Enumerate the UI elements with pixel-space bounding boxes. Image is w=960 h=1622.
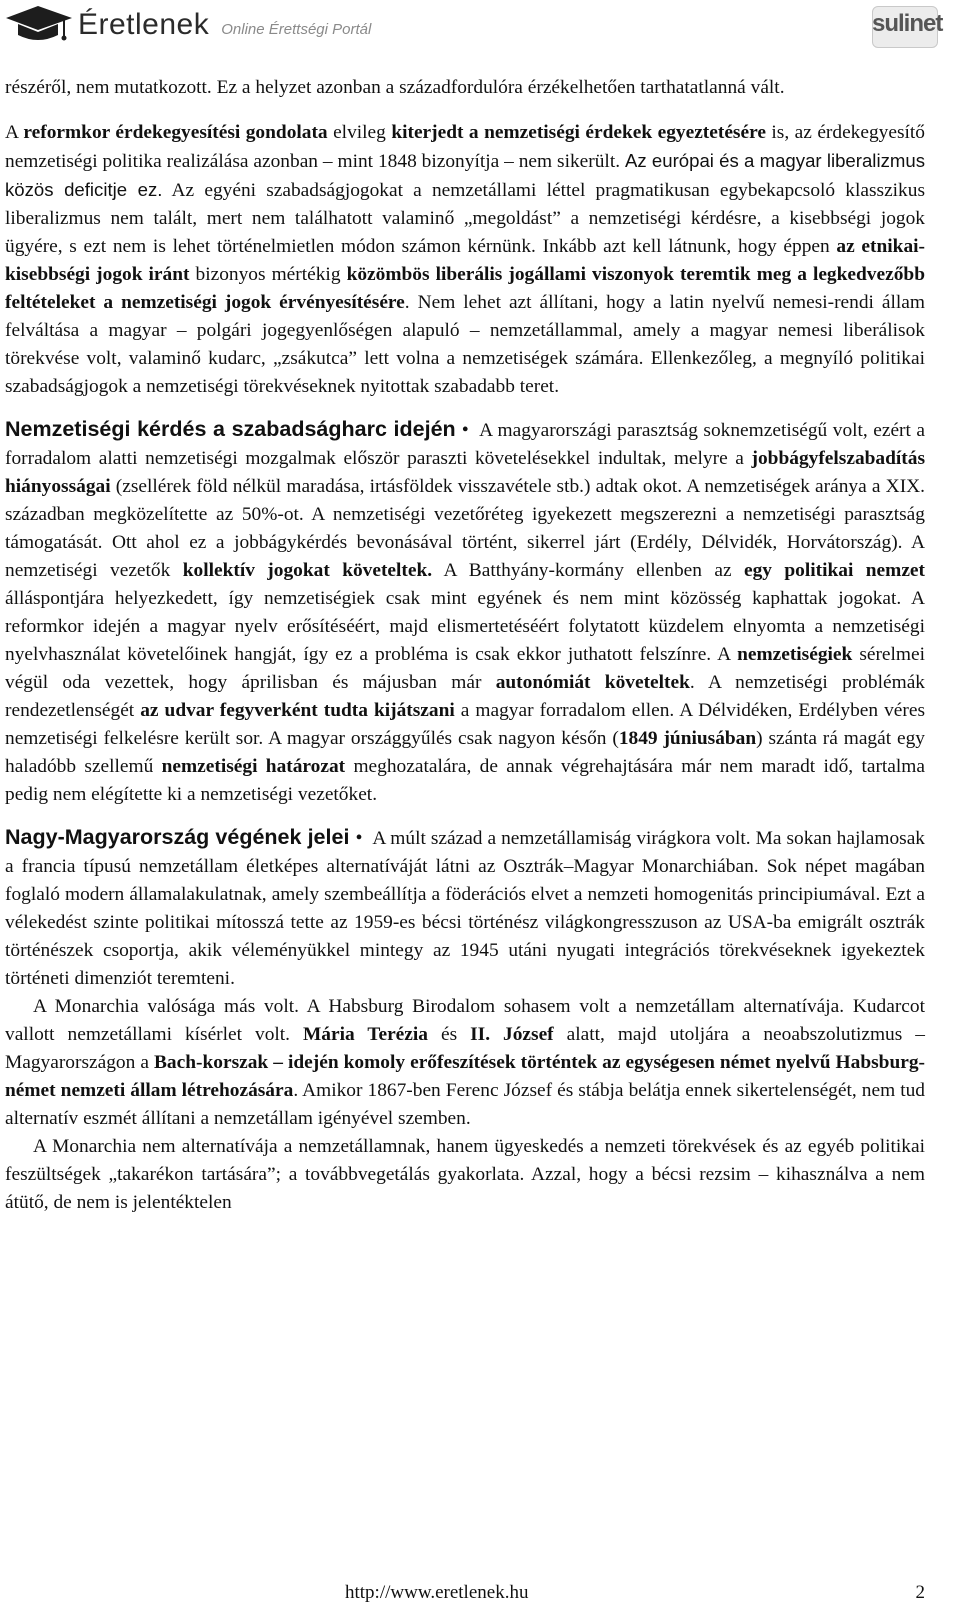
- text-run: Az egyéni szabadságjogokat a nemzetállami léttel pragmatikusan egybekapcsoló klasszikus liberalizmus nem talált, mert nem találhatott valaminő „megoldást” a nemzetiségi kérdésre, a kisebbségi jogok ügyére, s ezt nem is lehet történelmietlen módon számon kérnünk. Inkább azt kell látnunk, hogy éppen: [5, 180, 925, 257]
- bullet: •: [461, 419, 469, 441]
- text-run: álláspontjára helyezkedett, így nemzetiségiek csak mint egyének és nem mint közösség kaphattak jogokat. A reformkor idején a magyar nyelv erősítéséért, majd elismertetéséért folytatott küzdelem elnyomta a nemzetiségi nyelvhasználat követelőinek hangját, így ez a probléma is csak ekkor juthatott felszínre. A: [5, 588, 925, 665]
- bold-text: az udvar fegyverként tudta kijátszani: [140, 700, 455, 721]
- text-run: és: [427, 1024, 471, 1045]
- bold-text: autonómiát követeltek: [495, 672, 690, 693]
- text-run: A magyarországi parasztság soknemzetiségű volt, ezért a forradalom alatti nemzetiségi mozgalmak először paraszti követelésekkel indultak, melyre a: [5, 420, 926, 469]
- document-body: [5, 74, 925, 1217]
- paragraph: [5, 1133, 925, 1217]
- text-run: a magyar forradalom ellen. A Délvidéken, Erdélyben véres nemzetiségi felkelésre került sor. A magyar országgyűlés csak nagyon későn (: [5, 700, 926, 749]
- page-header: [0, 0, 960, 60]
- text-run: ) szánta rá magát egy haladóbb szellemű: [5, 728, 925, 777]
- bold-text: Mária Terézia: [303, 1024, 428, 1045]
- bold-text: az etnikai-kisebbségi jogok iránt: [5, 236, 925, 285]
- page-footer: [0, 1572, 960, 1612]
- brand-subtitle: Online Érettségi Portál: [221, 20, 372, 38]
- bold-text: II. József: [470, 1024, 554, 1045]
- partner-logo-text: sulinet: [872, 10, 943, 37]
- bullet: •: [355, 827, 363, 849]
- brand-name: Éretlenek: [78, 8, 210, 41]
- text-run: . Amikor 1867-ben Ferenc József és stábja belátja ennek sikertelenségét, nem tud alternatív eszmét állítani a nemzetállam igényével szemben.: [5, 1080, 925, 1129]
- text-run: A Batthyány-kormány ellenben az: [432, 560, 744, 581]
- text-run: A Monarchia valósága más volt. A Habsburg Birodalom sohasem volt a nemzetállam alternatívája. Kudarcot vallott nemzetállami kísérlet volt.: [5, 996, 925, 1045]
- text-run: A Monarchia nem alternatívája a nemzetállamnak, hanem ügyeskedés a nemzeti törekvések és az egyéb politikai feszültségek „takarékon tartására”; a továbbvegetálás gyakorlata. Azzal, hogy a bécsi rezsim – kihasználva a nem átütő, de nem is jelentéktelen: [5, 1136, 925, 1213]
- text-run: részéről, nem mutatkozott. Ez a helyzet azonban a századfordulóra érzékelhetően tarthatatlanná vált.: [5, 77, 785, 98]
- bold-text: Bach-korszak – idején komoly erőfeszítések történtek az egységesen német nyelvű Habsburg-német nemzeti állam létrehozására: [5, 1052, 925, 1101]
- bold-text: nemzetiségi határozat: [161, 756, 346, 777]
- text-run: bizonyos mértékig: [189, 264, 347, 285]
- site-logo[interactable]: [4, 2, 371, 48]
- bold-text: nemzetiségiek: [737, 644, 853, 665]
- text-run: (zsellérek föld nélkül maradása, irtásföldek visszavétele stb.) adtak okot. A nemzetiségek aránya a XIX. században megközelítette az 50%-ot. A nemzetiségi vezetőréteg igyekezett megszerezni a nemzetiségi parasztság támogatását. Ott ahol ez a jobbágykérdés bevonásával történt, sikerrel járt (Erdély, Délvidék, Horvátország). A nemzetiségi vezetők: [5, 476, 925, 581]
- text-run: meghozatalára, de annak végrehajtására már nem maradt idő, tartalma pedig nem elégítette ki a nemzetiségi vezetőket.: [5, 756, 925, 805]
- text-run: alatt, majd utoljára a neoabszolutizmus – Magyarországon a: [5, 1024, 925, 1073]
- text-run: Az európai és a magyar liberalizmus közös deficitje ez.: [5, 150, 925, 200]
- text-run: A: [5, 122, 24, 143]
- section-heading: Nemzetiségi kérdés a szabadságharc idején: [5, 417, 456, 441]
- text-run: A múlt század a nemzetállamiság virágkora volt. Ma sokan hajlamosak a francia típusú nemzetállam életképes alternatíváját látni az Osztrák–Magyar Monarchiában. Sok népet magában foglaló modern államalakulatnak, amely szembeállítja a föderációs elvet a nemzeti homogenitás principiumával. Ezt a vélekedést szinte politikai mítosszá tette az 1959-es bécsi történész világkongresszuson az USA-ba emigrált osztrák történészek csoportja, akik véleményükkel mintegy az 1945 utáni nyugati integrációs törekvéseknek igyekeztek történeti dimenziót teremteni.: [5, 828, 925, 989]
- bold-text: 1849 júniusában: [618, 728, 757, 749]
- text-run: sérelmei végül oda vezettek, hogy áprilisban és májusban már: [5, 644, 926, 693]
- bold-text: kollektív jogokat követeltek.: [182, 560, 433, 581]
- section-heading: Nagy-Magyarország végének jelei: [5, 825, 350, 849]
- bold-text: reformkor érdekegyesítési gondolata: [23, 122, 328, 143]
- text-run: elvileg: [327, 122, 392, 143]
- partner-logo[interactable]: [872, 6, 943, 48]
- text-run: is, az érdekegyesítő nemzetiségi politika realizálása azonban – mint 1848 bizonyítja – nem sikerült.: [5, 122, 925, 172]
- graduation-cap-icon: [4, 3, 74, 47]
- paragraph: [5, 74, 925, 102]
- paragraph: [5, 823, 925, 993]
- bold-text: közömbös liberális jogállami viszonyok teremtik meg a legkedvezőbb feltételeket a nemzetiségi jogok érvényesítésére: [5, 264, 925, 313]
- footer-url-link[interactable]: http://www.eretlenek.hu: [345, 1582, 529, 1603]
- text-run: . A nemzetiségi problémák rendezetlenségét: [5, 672, 925, 721]
- bold-text: egy politikai nemzet: [744, 560, 925, 581]
- text-run: . Nem lehet azt állítani, hogy a latin nyelvű nemesi-rendi állam felváltása a magyar – polgári jogegyenlőségen alapuló – nemzetállammal, amely a magyar nemesi liberálisok törekvése volt, valaminő kudarc, „zsákutca” lett volna a nemzetiségek számára. Ellenkezőleg, a megnyíló politikai szabadságjogok a nemzetiségi törekvéseknek nyitottak szabadabb teret.: [5, 292, 925, 397]
- page-number: 2: [915, 1582, 925, 1603]
- paragraph: [5, 119, 925, 401]
- paragraph: [5, 415, 925, 809]
- paragraph: [5, 993, 925, 1133]
- bold-text: kiterjedt a nemzetiségi érdekek egyeztetésére: [391, 122, 766, 143]
- bold-text: jobbágyfelszabadítás hiányosságai: [5, 448, 925, 497]
